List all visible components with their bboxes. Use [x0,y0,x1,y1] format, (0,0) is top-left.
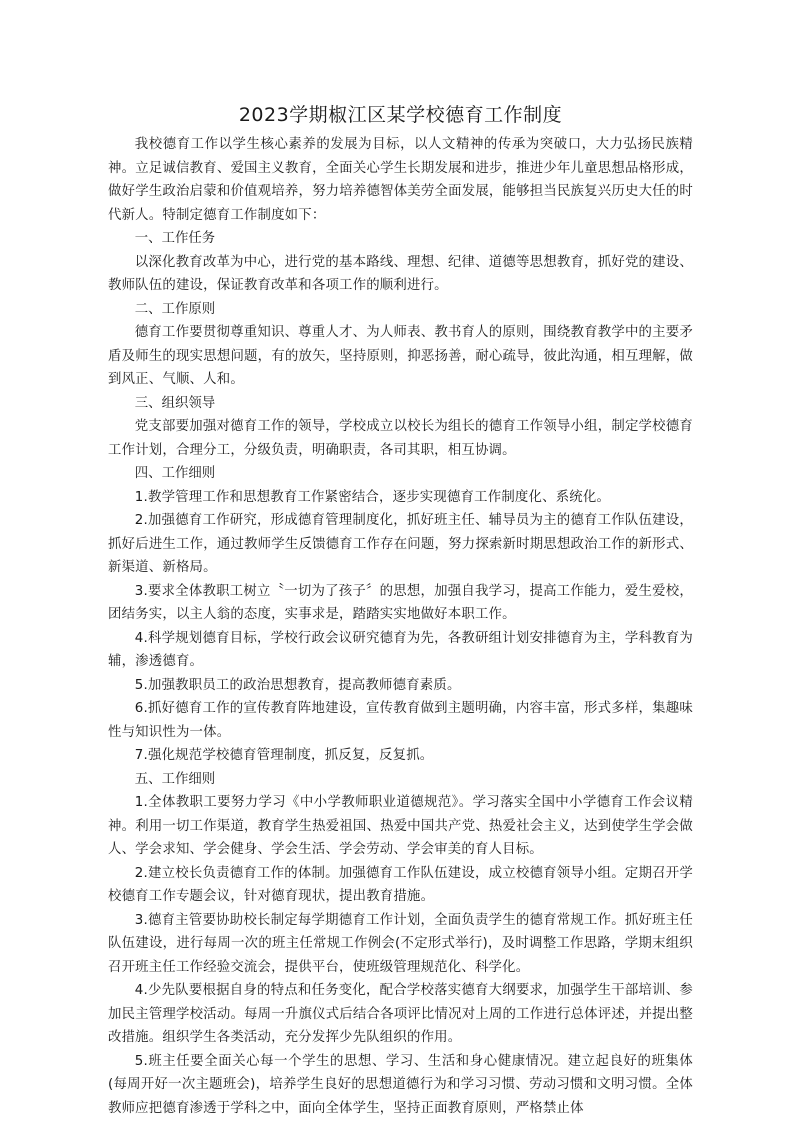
list-item: 5.班主任要全面关心每一个学生的思想、学习、生活和身心健康情况。建立起良好的班集体(每周开好一次主题班会)，培养学生良好的思想道德行为和学习习惯、劳动习惯和文明习惯。全体教师应把德育渗透于学科之中，面向全体学生，坚持正面教育原则，严格禁止体 [108,1053,693,1116]
document-title: 2023学期椒江区某学校德育工作制度 [238,104,563,126]
list-item: 5.加强教职员工的政治思想教育，提高教师德育素质。 [134,677,461,693]
section-paragraph: 以深化教育改革为中心，进行党的基本路线、理想、纪律、道德等思想教育，抓好党的建设、教师队伍的建设，保证教育改革和各项工作的顺利进行。 [108,254,693,293]
list-item: 6.抓好德育工作的宣传教育阵地建设，宣传教育做到主题明确，内容丰富，形式多样，集趣味性与知识性为一体。 [108,701,693,740]
section-paragraph: 德育工作要贯彻尊重知识、尊重人才、为人师表、教书育人的原则，围绕教育教学中的主要矛盾及师生的现实思想问题，有的放矢，坚持原则，抑恶扬善，耐心疏导，彼此沟通，相互理解，做到风正、气顺、人和。 [108,325,693,387]
section-heading: 二、工作原则 [134,301,216,317]
list-item: 3.要求全体教职工树立〝一切为了孩子〞的思想，加强自我学习，提高工作能力，爱生爱校，团结务实，以主人翁的态度，实事求是，踏踏实实地做好本职工作。 [108,583,693,622]
intro-paragraph: 我校德育工作以学生核心素养的发展为目标，以人文精神的传承为突破口，大力弘扬民族精神。立足诚信教育、爱国主义教育，全面关心学生长期发展和进步，推进少年儿童思想品格形成，做好学生政治启蒙和价值观培养，努力培养德智体美劳全面发展，能够担当民族复兴历史大任的时代新人。特制定德育工作制度如下： [108,137,693,223]
section-heading: 一、工作任务 [134,231,216,246]
section-heading: 三、组织领导 [134,395,216,411]
list-item: 4.少先队要根据自身的特点和任务变化，配合学校落实德育大纲要求，加强学生干部培训、参加民主管理学校活动。每周一升旗仪式后结合各项评比情况对上周的工作进行总体评述，并提出整改措施。组织学生各类活动，充分发挥少先队组织的作用。 [108,983,693,1045]
section-heading: 五、工作细则 [134,771,216,787]
list-item: 1.全体教职工要努力学习《中小学教师职业道德规范》。学习落实全国中小学德育工作会议精神。利用一切工作渠道，教育学生热爱祖国、热爱中国共产党、热爱社会主义，达到使学生学会做人、学会求知、学会健身、学会生活、学会劳动、学会审美的育人目标。 [108,795,693,857]
section-heading: 四、工作细则 [134,466,216,481]
list-item: 2.加强德育工作研究，形成德育管理制度化，抓好班主任、辅导员为主的德育工作队伍建设，抓好后进生工作，通过教师学生反馈德育工作存在问题，努力探索新时期思想政治工作的新形式、新渠道、新格局。 [108,513,693,575]
list-item: 2.建立校长负责德育工作的体制。加强德育工作队伍建设，成立校德育领导小组。定期召开学校德育工作专题会议，针对德育现状，提出教育措施。 [108,865,693,904]
list-item: 4.科学规划德育目标，学校行政会议研究德育为先，各教研组计划安排德育为主，学科教育为辅，渗透德育。 [108,630,693,669]
list-item: 1.教学管理工作和思想教育工作紧密结合，逐步实现德育工作制度化、系统化。 [134,489,611,505]
section-paragraph: 党支部要加强对德育工作的领导，学校成立以校长为组长的德育工作领导小组，制定学校德育工作计划，合理分工，分级负责，明确职责，各司其职，相互协调。 [108,419,693,458]
list-item: 7.强化规范学校德育管理制度，抓反复，反复抓。 [134,748,434,763]
list-item: 3.德育主管要协助校长制定每学期德育工作计划，全面负责学生的德育常规工作。抓好班主任队伍建设，进行每周一次的班主任常规工作例会(不定形式举行)，及时调整工作思路，学期末组织召开班主任工作经验交流会，提供平台，使班级管理规范化、科学化。 [108,912,693,975]
